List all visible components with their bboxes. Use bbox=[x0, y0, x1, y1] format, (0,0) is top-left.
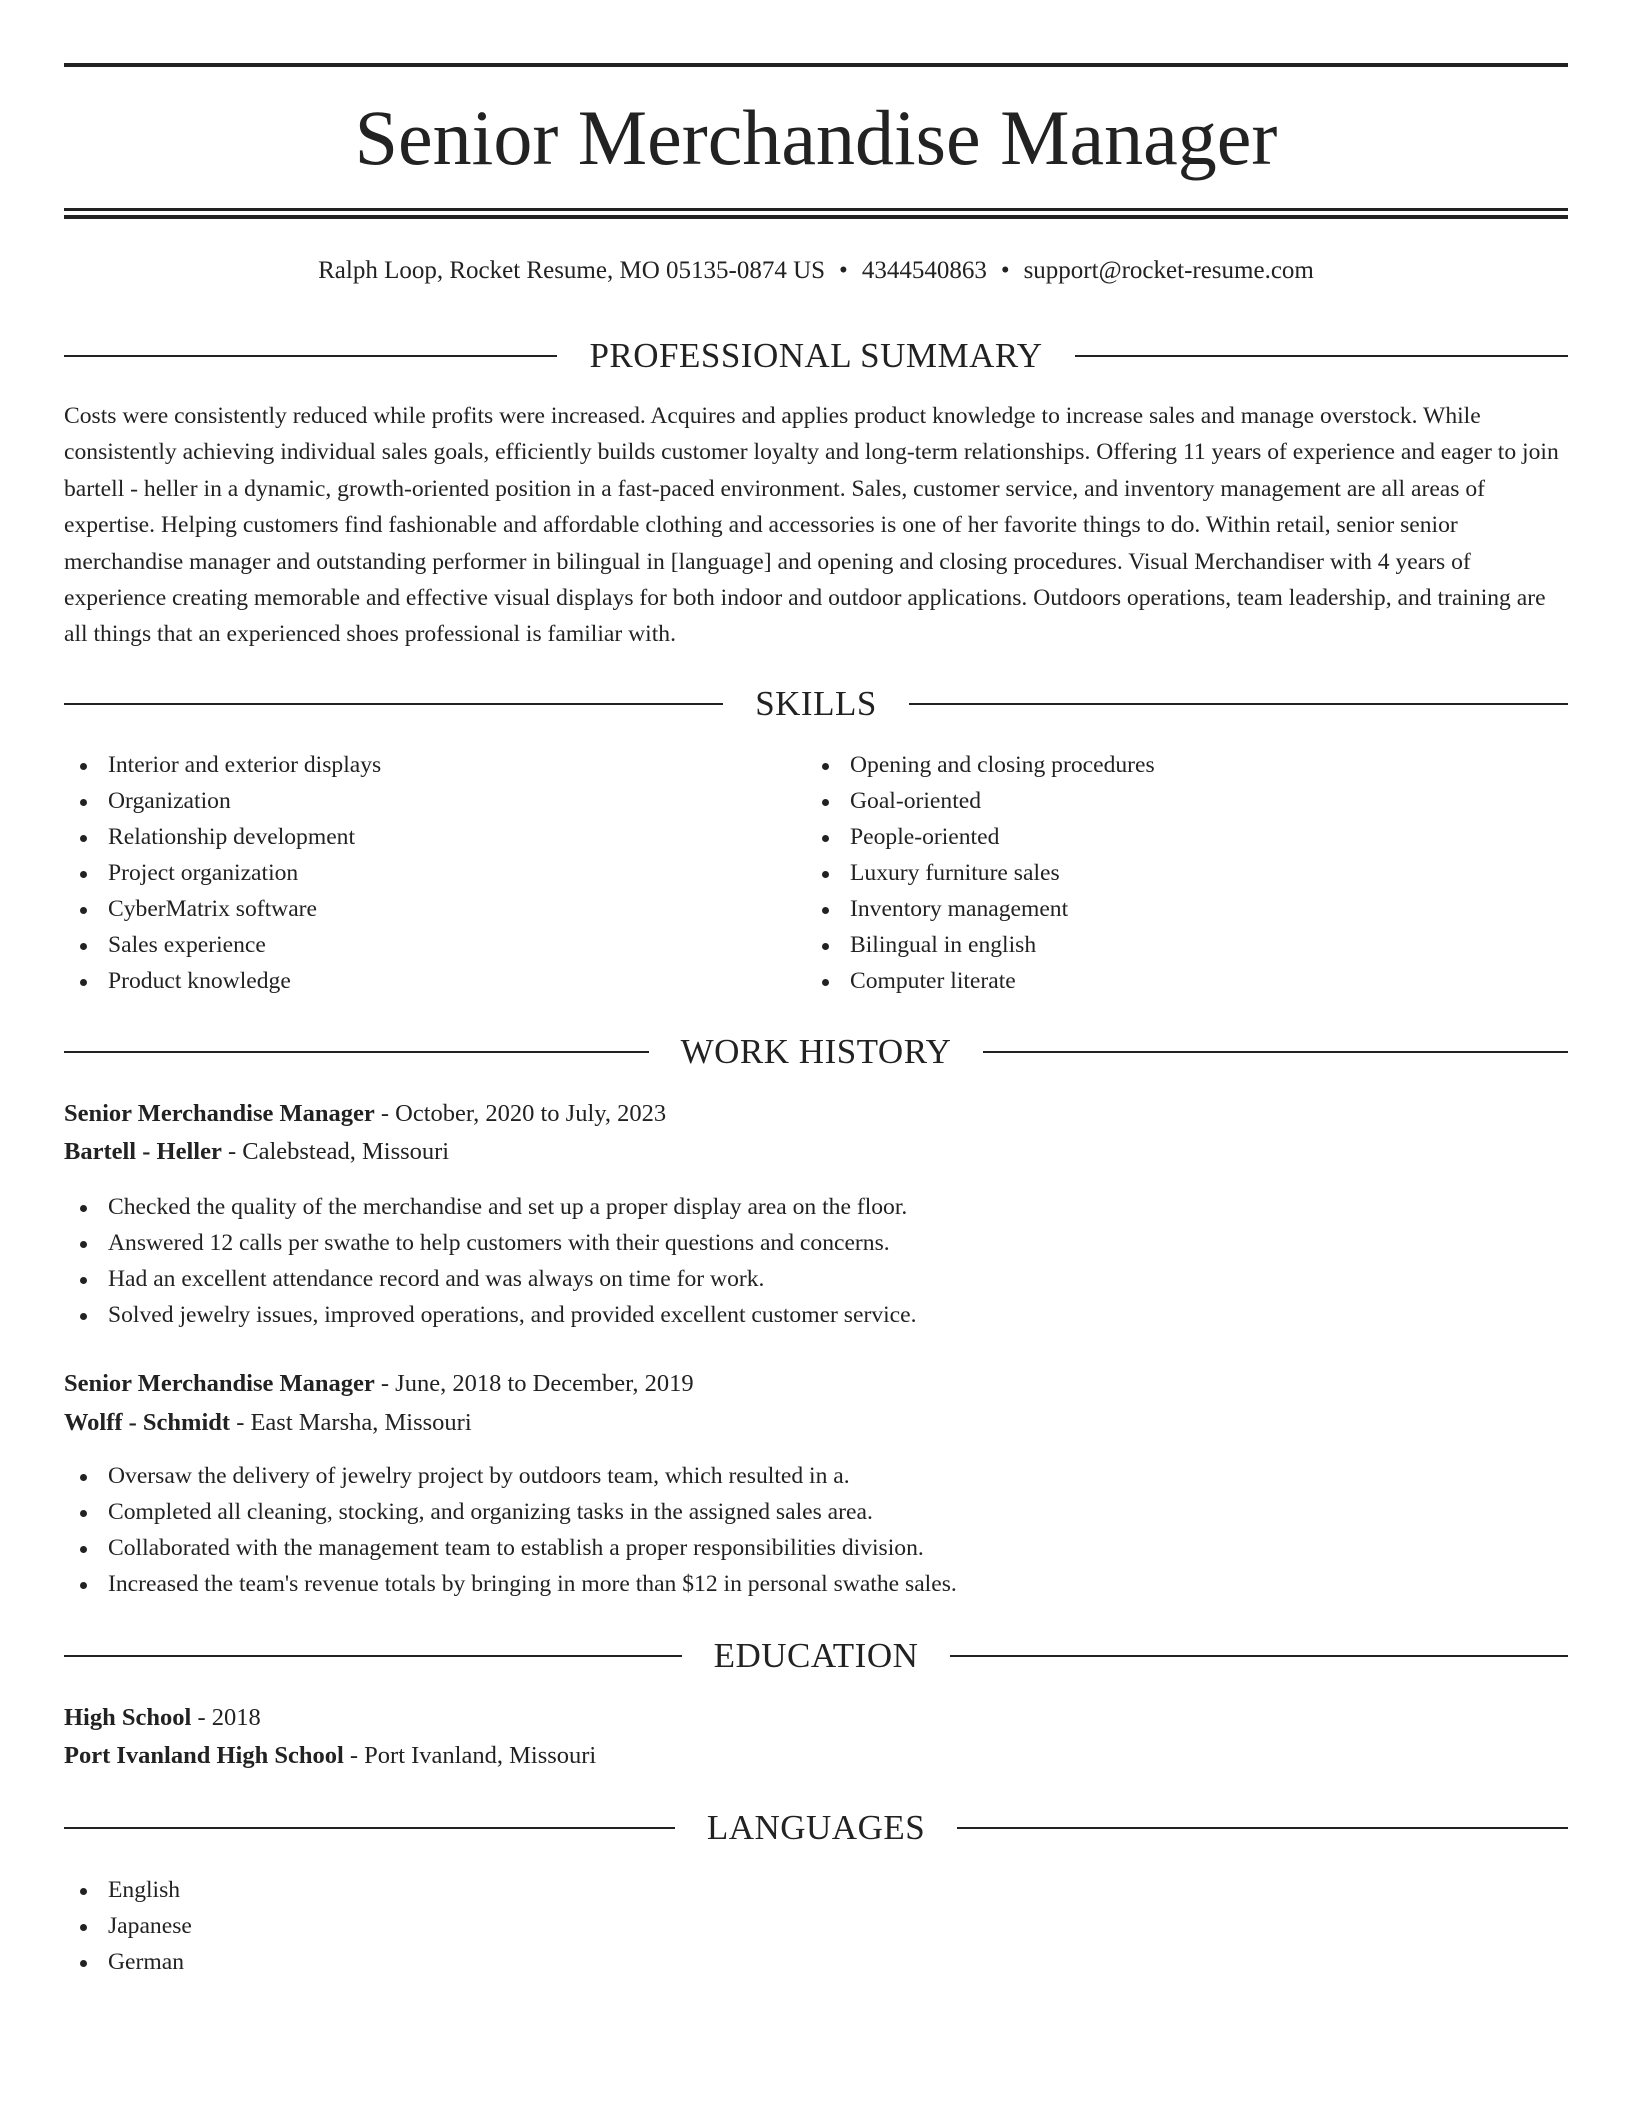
languages-list bbox=[64, 1872, 192, 1980]
skill-item: Computer literate bbox=[806, 963, 1155, 999]
top-rule bbox=[64, 63, 1568, 67]
job-duties-list bbox=[64, 1458, 957, 1602]
heading-rule-right bbox=[957, 1827, 1568, 1829]
heading-rule-right bbox=[909, 703, 1568, 705]
section-heading-skills bbox=[64, 682, 1568, 726]
skill-item: CyberMatrix software bbox=[64, 891, 381, 927]
heading-rule-left bbox=[64, 703, 723, 705]
contact-separator: • bbox=[1000, 257, 1010, 284]
job-title-line bbox=[64, 1096, 666, 1132]
section-heading-education bbox=[64, 1634, 1568, 1678]
job-company: Wolff - Schmidt bbox=[64, 1409, 231, 1436]
education-school-line bbox=[64, 1738, 596, 1774]
language-item: German bbox=[64, 1944, 192, 1980]
section-title: LANGUAGES bbox=[706, 1808, 926, 1847]
section-heading-languages bbox=[64, 1806, 1568, 1850]
heading-rule-left bbox=[64, 1827, 675, 1829]
language-item: Japanese bbox=[64, 1908, 192, 1944]
skill-item: Product knowledge bbox=[64, 963, 381, 999]
education-degree-line bbox=[64, 1700, 261, 1736]
education-year: - 2018 bbox=[191, 1704, 261, 1731]
skill-item: Interior and exterior displays bbox=[64, 747, 381, 783]
job-duty-item: Checked the quality of the merchandise and set up a proper display area on the floor. bbox=[64, 1189, 917, 1225]
skill-item: Relationship development bbox=[64, 819, 381, 855]
skill-item: Goal-oriented bbox=[806, 783, 1155, 819]
job-duty-item: Increased the team's revenue totals by bringing in more than $12 in personal swathe sales. bbox=[64, 1566, 957, 1602]
contact-separator: • bbox=[839, 257, 848, 284]
contact-email: support@rocket-resume.com bbox=[1023, 257, 1314, 284]
job-company-line bbox=[64, 1405, 472, 1441]
skill-item: Project organization bbox=[64, 855, 381, 891]
heading-rule-right bbox=[950, 1655, 1568, 1657]
heading-rule-left bbox=[64, 355, 557, 357]
job-location: - Calebstead, Missouri bbox=[221, 1138, 450, 1165]
language-item: English bbox=[64, 1872, 192, 1908]
section-title: SKILLS bbox=[755, 684, 877, 723]
job-title-line bbox=[64, 1366, 694, 1402]
contact-phone: 4344540863 bbox=[861, 257, 987, 284]
skill-item: People-oriented bbox=[806, 819, 1155, 855]
job-title: Senior Merchandise Manager bbox=[64, 1370, 375, 1397]
job-company-line bbox=[64, 1134, 449, 1170]
education-degree: High School bbox=[64, 1704, 192, 1731]
job-duty-item: Completed all cleaning, stocking, and organizing tasks in the assigned sales area. bbox=[64, 1494, 957, 1530]
job-company: Bartell - Heller bbox=[64, 1138, 222, 1165]
skill-item: Organization bbox=[64, 783, 381, 819]
contact-address: Ralph Loop, Rocket Resume, MO 05135-0874 US bbox=[318, 257, 826, 284]
heading-rule-left bbox=[64, 1655, 682, 1657]
skill-item: Inventory management bbox=[806, 891, 1155, 927]
heading-rule-left bbox=[64, 1051, 649, 1053]
skill-item: Opening and closing procedures bbox=[806, 747, 1155, 783]
section-title: PROFESSIONAL SUMMARY bbox=[589, 336, 1043, 375]
title-rule-thin bbox=[64, 208, 1568, 211]
education-school: Port Ivanland High School bbox=[64, 1742, 344, 1769]
job-dates: - October, 2020 to July, 2023 bbox=[374, 1100, 667, 1127]
skill-item: Sales experience bbox=[64, 927, 381, 963]
job-duty-item: Oversaw the delivery of jewelry project by outdoors team, which resulted in a. bbox=[64, 1458, 957, 1494]
heading-rule-right bbox=[1075, 355, 1568, 357]
skill-item: Luxury furniture sales bbox=[806, 855, 1155, 891]
job-location: - East Marsha, Missouri bbox=[230, 1409, 472, 1436]
education-location: - Port Ivanland, Missouri bbox=[343, 1742, 597, 1769]
section-title: WORK HISTORY bbox=[680, 1032, 952, 1071]
skill-item: Bilingual in english bbox=[806, 927, 1155, 963]
skills-list-left bbox=[64, 747, 381, 999]
page-title: Senior Merchandise Manager bbox=[354, 94, 1278, 181]
summary-text: Costs were consistently reduced while profits were increased. Acquires and applies product knowledge to increase sales and manage overstock. While consistently achieving individual sales goals, efficiently builds customer loyalty and long-term relationships. Offering 11 years of experience and eager to join bartell - heller in a dynamic, growth-oriented position in a fast-paced environment. Sales, customer service, and inventory management are all areas of expertise. Helping customers find fashionable and affordable clothing and accessories is one of her favorite things to do. Within retail, senior senior merchandise manager and outstanding performer in bilingual in [language] and opening and closing procedures. Visual Merchandiser with 4 years of experience creating memorable and effective visual displays for both indoor and outdoor applications. Outdoors operations, team leadership, and training are all things that an experienced shoes professional is familiar with. bbox=[64, 403, 1559, 648]
job-duty-item: Collaborated with the management team to establish a proper responsibilities division. bbox=[64, 1530, 957, 1566]
title-rule-thick bbox=[64, 215, 1568, 219]
job-duty-item: Had an excellent attendance record and was always on time for work. bbox=[64, 1261, 917, 1297]
job-dates: - June, 2018 to December, 2019 bbox=[374, 1370, 694, 1397]
heading-rule-right bbox=[983, 1051, 1568, 1053]
job-duties-list bbox=[64, 1189, 917, 1333]
contact-line bbox=[64, 254, 1568, 288]
job-duty-item: Solved jewelry issues, improved operations, and provided excellent customer service. bbox=[64, 1297, 917, 1333]
section-title: EDUCATION bbox=[713, 1636, 919, 1675]
skills-list-right bbox=[806, 747, 1155, 999]
job-title: Senior Merchandise Manager bbox=[64, 1100, 375, 1127]
job-duty-item: Answered 12 calls per swathe to help customers with their questions and concerns. bbox=[64, 1225, 917, 1261]
section-heading-work bbox=[64, 1030, 1568, 1074]
section-heading-summary bbox=[64, 334, 1568, 378]
